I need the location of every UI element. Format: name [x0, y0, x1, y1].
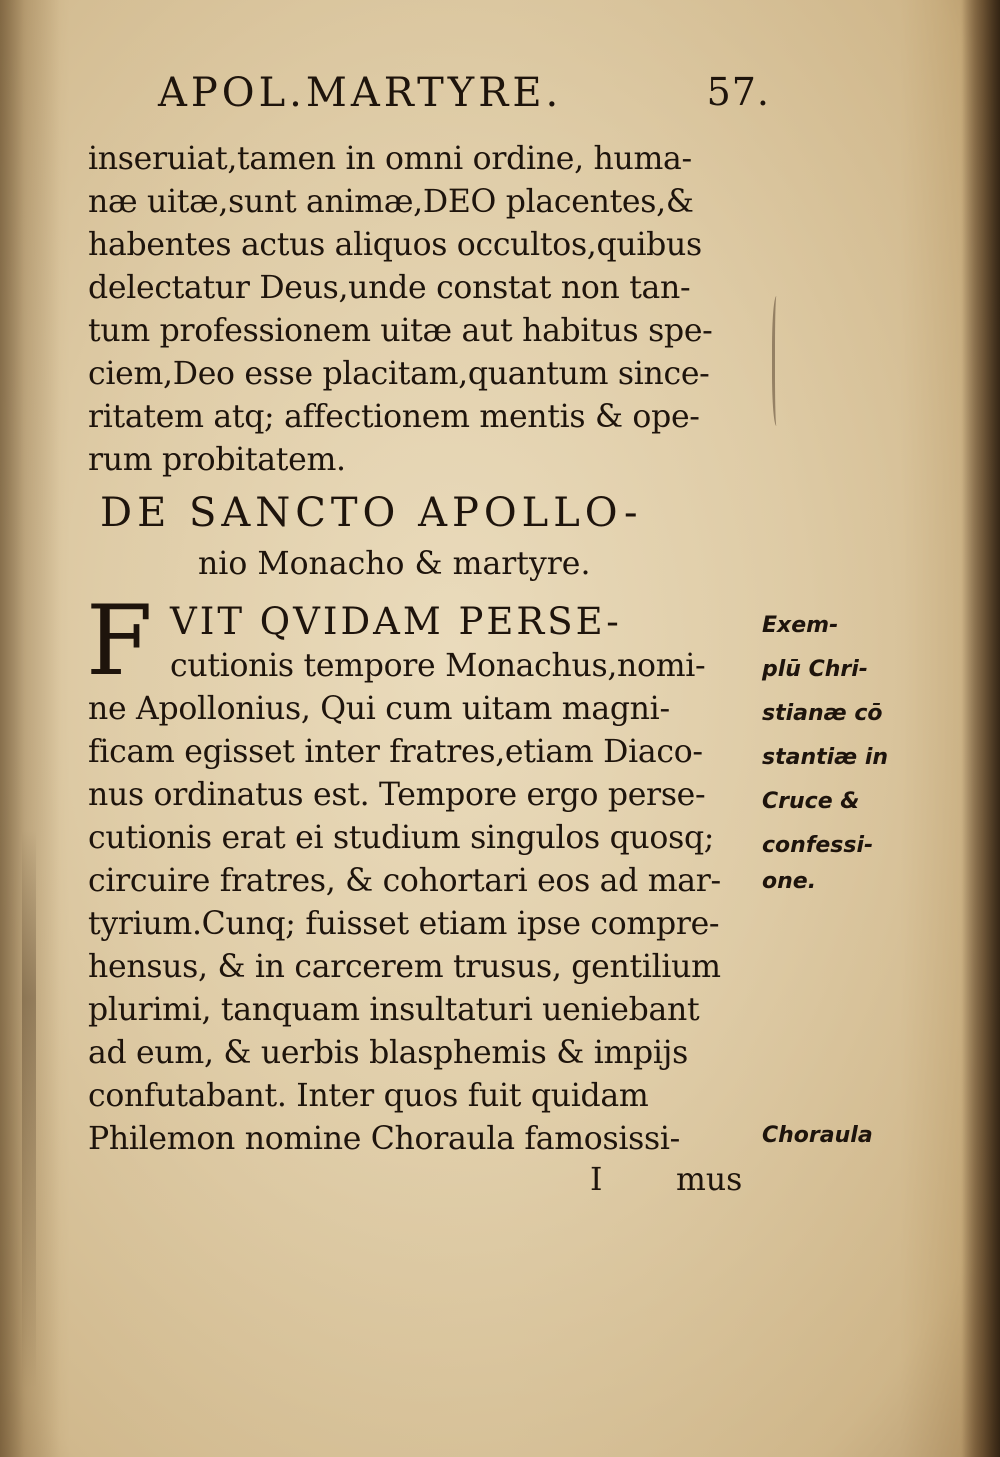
text-line: næ uitæ,sunt animæ,DEO placentes,&: [88, 184, 694, 220]
margin-note-choraula: Choraula: [762, 1123, 873, 1148]
running-head-title: APOL.MARTYRE.: [158, 70, 563, 116]
text-line: delectatur Deus,unde constat non tan-: [88, 270, 691, 306]
margin-note-line: Exem-: [762, 613, 839, 638]
margin-note-line: confessi-: [762, 833, 874, 858]
margin-note-line: stianæ cō: [762, 701, 883, 726]
text-line: hensus, & in carcerem trusus, gentilium: [88, 949, 721, 985]
text-line: confutabant. Inter quos fuit quidam: [88, 1078, 649, 1114]
text-line: nus ordinatus est. Tempore ergo perse-: [88, 777, 706, 813]
running-head: [150, 70, 770, 120]
text-line: plurimi, tanquam insultaturi ueniebant: [88, 992, 700, 1028]
chapter-subheading: nio Monacho & martyre.: [198, 546, 591, 582]
margin-note-line: stantiæ in: [762, 745, 889, 770]
margin-bracket-mark: [772, 296, 783, 426]
text-line: cutionis erat ei studium singulos quosq;: [88, 820, 715, 856]
text-line: ad eum, & uerbis blasphemis & impijs: [88, 1035, 689, 1071]
text-line: ficam egisset inter fratres,etiam Diaco-: [88, 734, 703, 770]
text-line: circuire fratres, & cohortari eos ad mar-: [88, 863, 721, 899]
page-number: 57.: [706, 70, 770, 114]
text-line: tyrium.Cunq; fuisset etiam ipse compre-: [88, 906, 720, 942]
text-line: Philemon nomine Choraula famosissi-: [88, 1121, 680, 1157]
text-line: tum professionem uitæ aut habitus spe-: [88, 313, 713, 349]
page-edge-right: [962, 0, 1000, 1457]
text-line: rum probitatem.: [88, 442, 346, 478]
drop-capital: F: [86, 585, 153, 697]
signature-mark: I: [590, 1162, 603, 1198]
text-line: cutionis tempore Monachus,nomi-: [170, 648, 706, 684]
text-line: ritatem atq; affectionem mentis & ope-: [88, 399, 700, 435]
opening-line: VIT QVIDAM PERSE-: [170, 600, 622, 643]
margin-note-line: one.: [762, 869, 817, 894]
margin-note-line: Cruce &: [762, 789, 860, 814]
text-line: ne Apollonius, Qui cum uitam magni-: [88, 691, 670, 727]
page-stain: [22, 830, 36, 1390]
text-line: habentes actus aliquos occultos,quibus: [88, 227, 702, 263]
chapter-heading: DE SANCTO APOLLO-: [100, 490, 643, 536]
text-line: ciem,Deo esse placitam,quantum since-: [88, 356, 710, 392]
margin-note-line: plū Chri-: [762, 657, 868, 682]
text-line: inseruiat,tamen in omni ordine, huma-: [88, 141, 692, 177]
catchword: mus: [676, 1162, 743, 1198]
